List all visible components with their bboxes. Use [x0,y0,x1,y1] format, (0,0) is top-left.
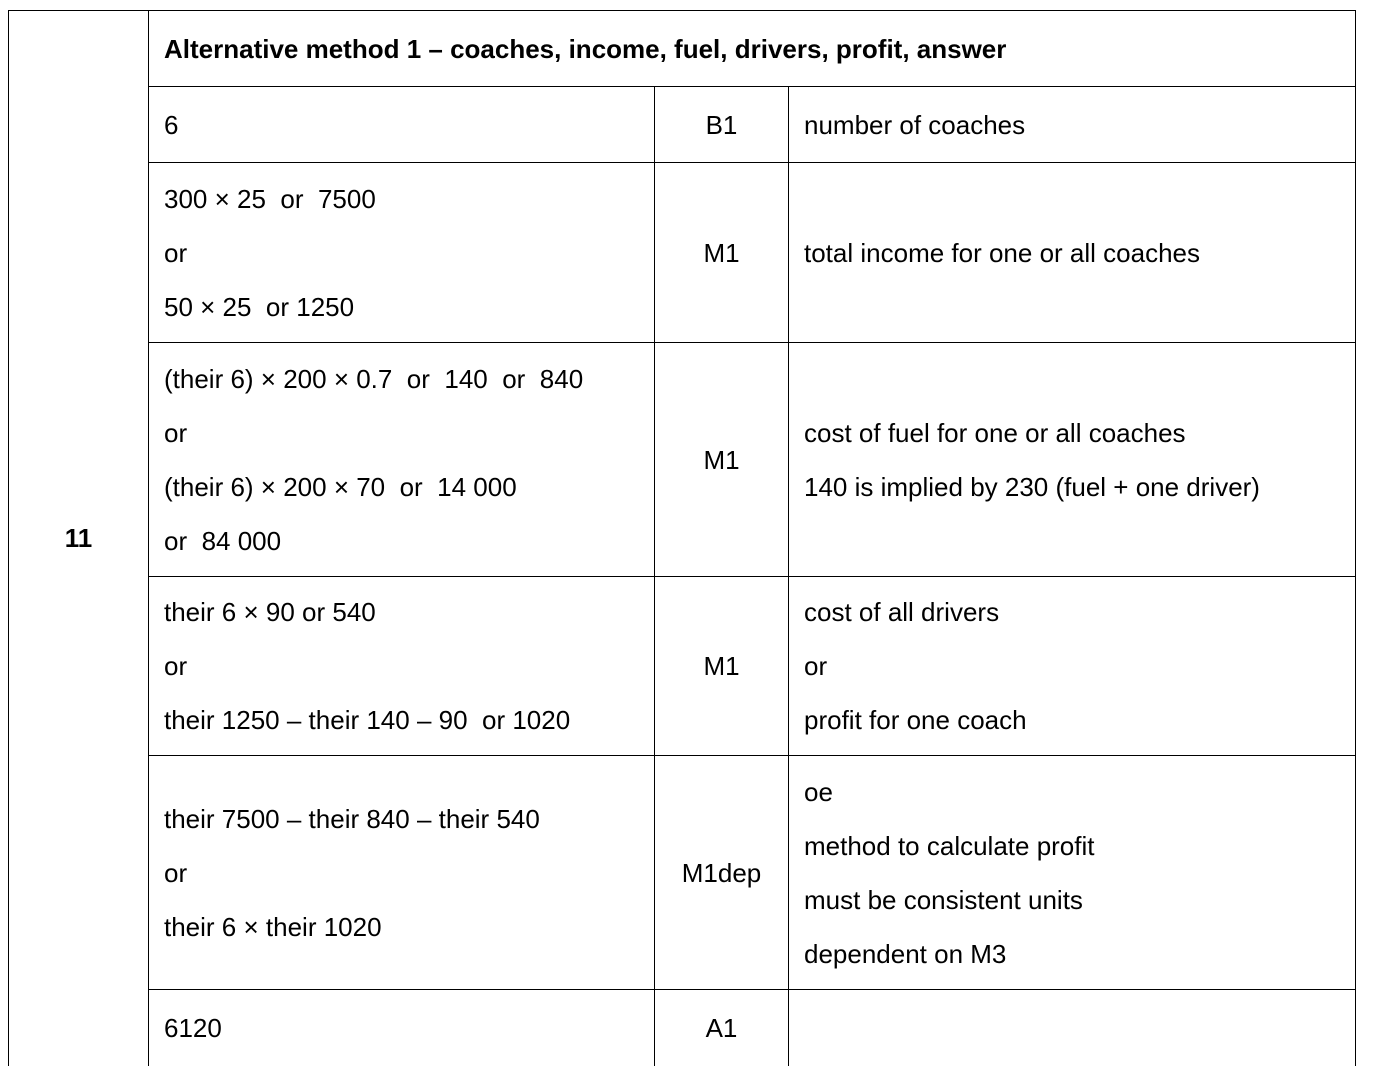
comment-line: cost of fuel for one or all coaches [804,417,1186,448]
table-row [9,163,1356,343]
comment-line: dependent on M3 [804,938,1007,969]
working-line: their 6 × 90 or 540 [164,597,376,627]
question-number: 11 [9,11,149,1066]
working-cell [149,87,655,163]
table-row [9,577,1356,756]
table-row [9,87,1356,163]
working-line: 6120 [164,1012,222,1043]
table-row [9,990,1356,1066]
comment-cell [789,87,1356,163]
table-row [9,343,1356,577]
table-row [9,756,1356,990]
comment-cell [789,756,1356,990]
working-line: 50 × 25 or 1250 [164,291,355,322]
working-line: 6 [164,109,179,140]
mark-cell: B1 [655,87,789,163]
mark-cell: M1 [655,577,789,756]
comment-line: profit for one coach [804,705,1027,735]
mark-cell: M1 [655,163,789,343]
working-line: or [164,651,188,681]
working-line: (their 6) × 200 × 0.7 or 140 or 840 [164,363,584,394]
comment-line: 140 is implied by 230 (fuel + one driver) [804,471,1260,502]
working-line: (their 6) × 200 × 70 or 14 000 [164,471,517,502]
comment-cell [789,163,1356,343]
working-line: their 6 × their 1020 [164,911,382,942]
working-line: their 1250 – their 140 – 90 or 1020 [164,705,571,735]
comment-cell [789,343,1356,577]
comment-line: number of coaches [804,109,1026,140]
mark-cell: M1 [655,343,789,577]
working-line: or [164,857,188,888]
working-cell [149,163,655,343]
working-cell [149,756,655,990]
working-line: 300 × 25 or 7500 [164,183,376,214]
method-header: Alternative method 1 – coaches, income, fuel, drivers, profit, answer [149,11,1356,87]
mark-cell: A1 [655,990,789,1066]
comment-cell [789,990,1356,1066]
working-line: their 7500 – their 840 – their 540 [164,803,540,834]
comment-line: total income for one or all coaches [804,237,1200,268]
comment-line: oe [804,776,833,807]
comment-line: must be consistent units [804,884,1083,915]
header-row [9,11,1356,87]
comment-line: cost of all drivers [804,597,1000,627]
mark-scheme-table [8,10,1356,1066]
comment-cell [789,577,1356,756]
comment-line: or [804,651,828,681]
working-cell [149,577,655,756]
mark-cell: M1dep [655,756,789,990]
working-line: or 84 000 [164,525,282,556]
working-cell [149,343,655,577]
working-line: or [164,237,188,268]
working-cell [149,990,655,1066]
comment-line: method to calculate profit [804,830,1095,861]
working-line: or [164,417,188,448]
